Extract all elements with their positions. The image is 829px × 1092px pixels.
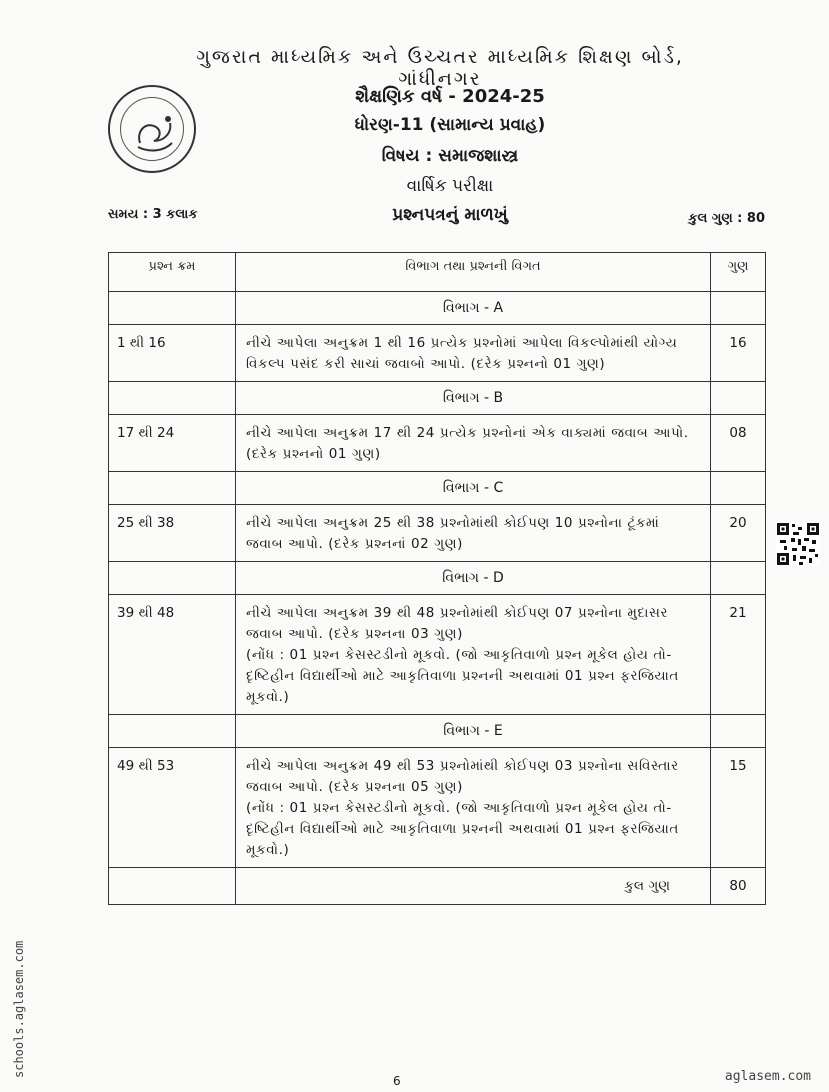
total-value: 80 xyxy=(711,868,766,905)
section-marks: 16 xyxy=(711,325,766,382)
qr-code-icon xyxy=(776,522,820,566)
section-title-row xyxy=(109,472,766,505)
table-row xyxy=(109,595,766,715)
section-instruction: નીચે આપેલા અનુક્રમ 25 થી 38 પ્રશ્નોમાંથી કોઈપણ 10 પ્રશ્નોના ટૂંકમાં જવાબ આપો. (દરેક પ્રશ્નનાં 02 ગુણ) xyxy=(236,505,711,562)
board-title: ગુજરાત માધ્યમિક અને ઉચ્ચતર માધ્યમિક શિક્ષણ બોર્ડ, ગાંધીનગર xyxy=(196,46,684,90)
table-header-row xyxy=(109,253,766,292)
section-marks: 15 xyxy=(711,748,766,868)
question-range: 1 થી 16 xyxy=(109,325,236,382)
board-logo-icon xyxy=(108,85,196,173)
exam-label: વાર્ષિક પરીક્ષા xyxy=(406,176,494,196)
table-row xyxy=(109,505,766,562)
section-instruction: નીચે આપેલા અનુક્રમ 17 થી 24 પ્રત્યેક પ્રશ્નોનાં એક વાક્યમાં જવાબ આપો. (દરેક પ્રશ્નનો 01 ગુણ) xyxy=(236,415,711,472)
question-range: 25 થી 38 xyxy=(109,505,236,562)
section-note: (નોંધ : 01 પ્રશ્ન કેસસ્ટડીનો મૂકવો. (જો આકૃતિવાળો પ્રશ્ન મૂકેલ હોય તો-દૃષ્ટિહીન વિદ્યાર્થીઓ માટે આકૃતિવાળા પ્રશ્નની અથવામાં 01 પ્રશ્ન ફરજિયાત મૂકવો.) xyxy=(246,800,679,858)
page-number: 6 xyxy=(393,1074,401,1088)
academic-year: શૈક્ષણિક વર્ષ - 2024-25 xyxy=(355,86,545,107)
question-range: 49 થી 53 xyxy=(109,748,236,868)
section-title-row xyxy=(109,715,766,748)
section-instruction: નીચે આપેલા અનુક્રમ 49 થી 53 પ્રશ્નોમાંથી કોઈપણ 03 પ્રશ્નોના સવિસ્તાર જવાબ આપો. (દરેક પ્રશ્નના 05 ગુણ) xyxy=(246,758,679,795)
section-note: (નોંધ : 01 પ્રશ્ન કેસસ્ટડીનો મૂકવો. (જો આકૃતિવાળો પ્રશ્ન મૂકેલ હોય તો-દૃષ્ટિહીન વિદ્યાર્થીઓ માટે આકૃતિવાળા પ્રશ્નની અથવામાં 01 પ્રશ્ન ફરજિયાત મૂકવો.) xyxy=(246,647,679,705)
section-instruction: નીચે આપેલા અનુક્રમ 1 થી 16 પ્રત્યેક પ્રશ્નોમાં આપેલા વિકલ્પોમાંથી યોગ્ય વિકલ્પ પસંદ કરી સાચાં જવાબો આપો. (દરેક પ્રશ્નનો 01 ગુણ) xyxy=(236,325,711,382)
header-marks: ગુણ xyxy=(711,253,766,292)
total-label: કુલ ગુણ xyxy=(236,868,711,905)
bottom-watermark: aglasem.com xyxy=(724,1069,811,1084)
header-question-no: પ્રશ્ન ક્રમ xyxy=(109,253,236,292)
question-range: 39 થી 48 xyxy=(109,595,236,715)
swan-emblem-icon xyxy=(110,87,198,175)
section-title: વિભાગ - B xyxy=(236,382,711,415)
standard-label: ધોરણ-11 (સામાન્ય પ્રવાહ) xyxy=(354,115,546,135)
section-title: વિભાગ - C xyxy=(236,472,711,505)
time-label: સમય : 3 કલાક xyxy=(108,207,198,222)
table-row xyxy=(109,748,766,868)
section-instruction: નીચે આપેલા અનુક્રમ 39 થી 48 પ્રશ્નોમાંથી કોઈપણ 07 પ્રશ્નોના મુદાસર જવાબ આપો. (દરેક પ્રશ્નના 03 ગુણ) xyxy=(246,605,669,642)
side-watermark: schools.aglasem.com xyxy=(12,940,26,1078)
total-marks-label: કુલ ગુણ : 80 xyxy=(688,211,765,226)
section-title: વિભાગ - E xyxy=(236,715,711,748)
subject-label: વિષય : સમાજશાસ્ત્ર xyxy=(381,146,519,166)
question-paper-blueprint-table xyxy=(108,252,766,905)
section-marks: 08 xyxy=(711,415,766,472)
section-marks: 20 xyxy=(711,505,766,562)
section-title-row xyxy=(109,382,766,415)
paper-title: પ્રશ્નપત્રનું માળખું xyxy=(392,205,508,225)
section-title-row xyxy=(109,562,766,595)
section-title: વિભાગ - D xyxy=(236,562,711,595)
question-range: 17 થી 24 xyxy=(109,415,236,472)
section-title: વિભાગ - A xyxy=(236,292,711,325)
header-description: વિભાગ તથા પ્રશ્નની વિગત xyxy=(236,253,711,292)
table-row xyxy=(109,325,766,382)
table-row xyxy=(109,415,766,472)
section-marks: 21 xyxy=(711,595,766,715)
total-row xyxy=(109,868,766,905)
section-title-row xyxy=(109,292,766,325)
